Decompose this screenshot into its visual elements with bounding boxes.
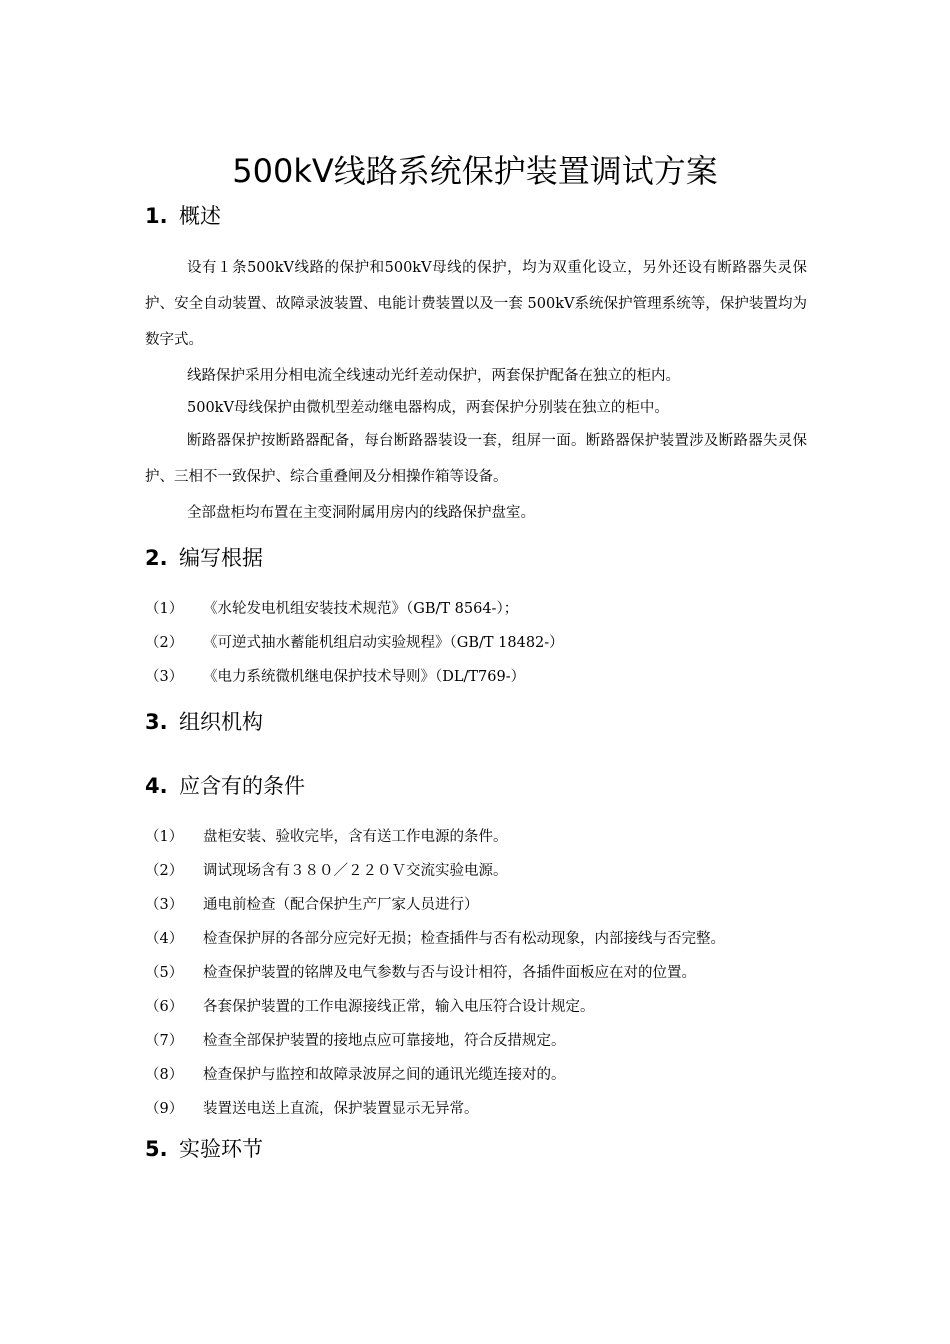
section-number: 3. [145, 710, 168, 734]
paragraph: 设有１条500kV线路的保护和500kV母线的保护，均为双重化设立，另外还设有断路器失灵保护、安全自动装置、故障录波装置、电能计费装置以及一套 500kV系统保护管理系统等，保护装置均为数字式。 [145, 260, 807, 348]
section-number: 4. [145, 774, 168, 798]
list-item-text: 《可逆式抽水蓄能机组启动实验规程》（GB/T 18482-） [203, 635, 564, 651]
document-title: 500kV线路系统保护装置调试方案 [232, 152, 718, 191]
conditions-list [145, 820, 825, 1126]
paragraph: 500kV母线保护由微机型差动继电器构成，两套保护分别装在独立的柜中。 [187, 400, 669, 416]
list-item-number: （8） [145, 1067, 184, 1083]
list-item-number: （4） [145, 931, 184, 947]
list-item [145, 990, 825, 1024]
section-title: 实验环节 [179, 1137, 263, 1161]
list-item [145, 592, 825, 626]
section-heading-overview [145, 201, 221, 231]
list-item-number: （9） [145, 1101, 184, 1117]
section-title: 概述 [179, 204, 221, 228]
list-item [145, 820, 825, 854]
section-heading-conditions [145, 771, 305, 801]
list-item-text: 检查保护屏的各部分应完好无损；检查插件与否有松动现象，内部接线与否完整。 [203, 931, 725, 947]
section-heading-test-steps [145, 1134, 263, 1164]
list-item-text: 装置送电送上直流，保护装置显示无异常。 [203, 1101, 479, 1117]
list-item [145, 1092, 825, 1126]
list-item-number: （3） [145, 669, 184, 685]
list-item [145, 888, 825, 922]
list-item-number: （2） [145, 635, 184, 651]
list-item-number: （2） [145, 863, 184, 879]
list-item-number: （5） [145, 965, 184, 981]
list-item [145, 1024, 825, 1058]
section-title: 编写根据 [179, 546, 263, 570]
list-item [145, 854, 825, 888]
list-item-number: （3） [145, 897, 184, 913]
section-heading-basis [145, 543, 263, 573]
list-item-text: 检查全部保护装置的接地点应可靠接地，符合反措规定。 [203, 1033, 566, 1049]
list-item-number: （1） [145, 601, 184, 617]
list-item [145, 922, 825, 956]
reference-list [145, 592, 825, 694]
list-item-number: （1） [145, 829, 184, 845]
list-item [145, 660, 825, 694]
list-item [145, 1058, 825, 1092]
list-item-text: 《电力系统微机继电保护技术导则》（DL/T769-） [203, 669, 526, 685]
list-item-number: （7） [145, 1033, 184, 1049]
list-item [145, 626, 825, 660]
list-item-text: 调试现场含有３８０／２２０Ｖ交流实验电源。 [203, 863, 508, 879]
list-item-text: 各套保护装置的工作电源接线正常，输入电压符合设计规定。 [203, 999, 595, 1015]
section-number: 1. [145, 204, 168, 228]
paragraph: 断路器保护按断路器配备，每台断路器装设一套，组屏一面。断路器保护装置涉及断路器失灵保护、三相不一致保护、综合重叠闸及分相操作箱等设备。 [145, 433, 807, 485]
list-item-text: 检查保护与监控和故障录波屏之间的通讯光缆连接对的。 [203, 1067, 566, 1083]
section-title: 应含有的条件 [179, 774, 305, 798]
list-item-number: （6） [145, 999, 184, 1015]
paragraph: 线路保护采用分相电流全线速动光纤差动保护，两套保护配备在独立的柜内。 [187, 368, 680, 384]
list-item-text: 盘柜安装、验收完毕，含有送工作电源的条件。 [203, 829, 508, 845]
list-item-text: 《水轮发电机组安装技术规范》（GB/T 8564-）； [203, 601, 519, 617]
section-title: 组织机构 [179, 710, 263, 734]
list-item-text: 通电前检查（配合保护生产厂家人员进行） [203, 897, 479, 913]
section-number: 2. [145, 546, 168, 570]
paragraph: 全部盘柜均布置在主变洞附属用房内的线路保护盘室。 [187, 505, 535, 521]
list-item-text: 检查保护装置的铭牌及电气参数与否与设计相符，各插件面板应在对的位置。 [203, 965, 696, 981]
section-heading-organization [145, 707, 263, 737]
section-number: 5. [145, 1137, 168, 1161]
list-item [145, 956, 825, 990]
